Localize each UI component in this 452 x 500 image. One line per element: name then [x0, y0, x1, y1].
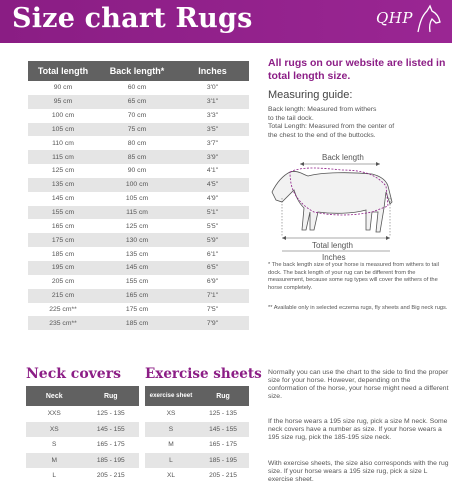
total-length-cell: 95 cm: [28, 95, 98, 109]
back-length-cell: 65 cm: [98, 95, 176, 109]
total-length-cell: 145 cm: [51, 195, 75, 203]
sheet-size-cell: XL: [166, 472, 176, 480]
back-length-cell: 145 cm: [98, 261, 176, 275]
availability-footnote: ** Available only in selected eczema rugs, fly sheets and Big neck rugs.: [268, 305, 448, 311]
table-row: [28, 316, 249, 330]
table-row: [145, 437, 249, 453]
sheet-size-cell: XS: [166, 410, 176, 418]
table-row: [26, 453, 139, 469]
inches-cell: 4'5": [176, 178, 249, 192]
table-row: [145, 453, 249, 469]
sizing-advice-paragraph: Normally you can use the chart to the side to find the proper size for your horse. However, depending on the conformation of the horse, your horse might need a different size.: [268, 369, 449, 401]
rug-size-cell: 125 - 135: [209, 410, 237, 418]
neck-size-cell: L: [52, 472, 57, 480]
table-row: [28, 303, 249, 317]
guide-line: to the tail dock.: [268, 114, 314, 122]
back-length-cell: 90 cm: [127, 167, 147, 175]
table-row: [28, 164, 249, 178]
rug-size-cell: 185 - 195: [197, 453, 249, 469]
table-row: [28, 109, 249, 123]
rug-size-cell: 165 - 175: [209, 441, 237, 449]
rug-size-cell: 205 - 215: [96, 472, 125, 480]
back-length-cell: 185 cm: [98, 316, 176, 330]
inches-cell: 4'9": [206, 195, 219, 203]
inches-cell: 3'3": [206, 112, 219, 120]
total-length-cell: 235 cm**: [28, 316, 98, 330]
total-length-cell: 105 cm: [28, 123, 98, 137]
table-row: [145, 422, 249, 438]
table-row: [28, 261, 249, 275]
inches-cell: 3'0": [206, 84, 219, 92]
total-length-cell: 125 cm: [51, 167, 75, 175]
back-length-cell: 130 cm: [98, 233, 176, 247]
total-length-cell: 165 cm: [51, 222, 75, 230]
inches-cell: 3'7": [206, 139, 219, 147]
measuring-guide-text: [268, 106, 448, 140]
back-length-footnote: * The back length size of your horse is measured from withers to tail dock. The back length of your rug can be different from the measurement, because some rug types will cover the withers of the horse completely.: [268, 262, 439, 291]
back-length-cell: 155 cm: [125, 278, 149, 286]
inches-cell: 7'5": [206, 305, 219, 313]
sheet-size-cell: M: [168, 441, 174, 449]
column-header: Rug: [197, 386, 249, 406]
rug-size-cell: 165 - 175: [96, 441, 125, 449]
header-banner: [0, 0, 452, 43]
inches-cell: 5'5": [206, 222, 219, 230]
table-row: [28, 123, 249, 137]
table-row: [26, 468, 139, 484]
neck-size-cell: XXS: [47, 410, 61, 418]
table-row: [28, 192, 249, 206]
total-length-cell: 115 cm: [28, 150, 98, 164]
neck-covers-table: [26, 386, 139, 484]
inches-cell: 7'9": [176, 316, 249, 330]
total-length-cell: 90 cm: [53, 84, 73, 92]
column-header: Back length*: [98, 61, 176, 81]
rug-size-cell: 185 - 195: [83, 453, 140, 469]
table-row: [28, 95, 249, 109]
table-row: [28, 206, 249, 220]
column-header: Neck: [26, 386, 83, 406]
total-length-cell: 185 cm: [51, 250, 75, 258]
table-header-row: [26, 386, 139, 406]
back-length-cell: 105 cm: [125, 195, 149, 203]
inches-label: Inches: [322, 253, 346, 262]
neck-covers-title: Neck covers: [26, 366, 121, 382]
headline-note: All rugs on our website are listed in total length size.: [268, 57, 446, 82]
table-row: [145, 468, 249, 484]
guide-line: Total Length: Measured from the center of: [268, 123, 395, 131]
total-length-cell: 175 cm: [28, 233, 98, 247]
exercise-sheets-table: [145, 386, 249, 484]
back-length-cell: 165 cm: [98, 289, 176, 303]
inches-cell: 4'1": [206, 167, 219, 175]
size-chart-table: [28, 61, 249, 330]
inches-cell: 7'1": [176, 289, 249, 303]
guide-line: the chest to the end of the buttocks.: [268, 131, 376, 139]
exercise-sheet-advice-paragraph: With exercise sheets, the size also corresponds with the rug size. If your horse wears a 195 size rug, pick a size L exercise sheet.: [268, 460, 449, 484]
back-length-cell: 70 cm: [127, 112, 147, 120]
table-row: [28, 81, 249, 95]
total-length-cell: 205 cm: [51, 278, 75, 286]
table-row: [28, 247, 249, 261]
inches-cell: 6'5": [176, 261, 249, 275]
inches-cell: 5'1": [176, 206, 249, 220]
table-row: [26, 406, 139, 422]
table-row: [28, 136, 249, 150]
table-row: [28, 233, 249, 247]
total-length-cell: 155 cm: [28, 206, 98, 220]
total-length-cell: 100 cm: [51, 112, 75, 120]
sheet-size-cell: L: [145, 453, 197, 469]
total-length-label: Total length: [312, 241, 353, 250]
back-length-label: Back length: [322, 153, 364, 162]
column-header: Inches: [176, 61, 249, 81]
inches-cell: 6'1": [206, 250, 219, 258]
column-header: Rug: [83, 386, 140, 406]
inches-cell: 3'1": [176, 95, 249, 109]
table-row: [145, 406, 249, 422]
guide-line: Back length: Measured from withers: [268, 106, 377, 113]
table-row: [28, 275, 249, 289]
table-row: [26, 437, 139, 453]
page-title: Size chart Rugs: [12, 3, 253, 34]
table-row: [28, 289, 249, 303]
total-length-cell: 135 cm: [28, 178, 98, 192]
back-length-cell: 100 cm: [98, 178, 176, 192]
back-length-cell: 80 cm: [127, 139, 147, 147]
neck-size-cell: S: [52, 441, 57, 449]
back-length-cell: 60 cm: [127, 84, 147, 92]
brand-logo: [376, 4, 446, 36]
table-header-row: [145, 386, 249, 406]
back-length-cell: 125 cm: [125, 222, 149, 230]
sheet-size-cell: S: [145, 422, 197, 438]
back-length-cell: 115 cm: [98, 206, 176, 220]
table-row: [28, 178, 249, 192]
column-header: Total length: [28, 61, 98, 81]
rug-size-cell: 125 - 135: [96, 410, 125, 418]
total-length-cell: 110 cm: [52, 139, 74, 147]
total-length-cell: 225 cm**: [49, 305, 77, 313]
exercise-sheets-title: Exercise sheets: [145, 366, 262, 382]
back-length-cell: 75 cm: [98, 123, 176, 137]
logo-text: QHP: [376, 9, 413, 27]
horse-silhouette: [272, 171, 392, 232]
inches-cell: 5'9": [176, 233, 249, 247]
total-length-cell: 215 cm: [28, 289, 98, 303]
back-length-cell: 85 cm: [98, 150, 176, 164]
horse-head-icon: [414, 4, 442, 34]
horse-measurement-diagram: [262, 146, 442, 264]
rug-size-cell: 205 - 215: [209, 472, 237, 480]
table-row: [26, 422, 139, 438]
table-row: [28, 219, 249, 233]
rug-size-cell: 145 - 155: [197, 422, 249, 438]
measuring-guide-title: Measuring guide:: [268, 89, 353, 101]
back-length-cell: 175 cm: [125, 305, 149, 313]
back-length-cell: 135 cm: [125, 250, 149, 258]
column-header: exercise sheet: [145, 386, 197, 406]
total-length-cell: 195 cm: [28, 261, 98, 275]
inches-cell: 3'5": [176, 123, 249, 137]
table-header-row: [28, 61, 249, 81]
neck-size-cell: XS: [26, 422, 83, 438]
inches-cell: 6'9": [206, 278, 219, 286]
inches-cell: 3'9": [176, 150, 249, 164]
rug-size-cell: 145 - 155: [83, 422, 140, 438]
table-row: [28, 150, 249, 164]
neck-size-cell: M: [26, 453, 83, 469]
neck-cover-advice-paragraph: If the horse wears a 195 size rug, pick a size M neck. Some neck covers have a number as size. If your horse wears a 195 size rug, pick the 185-195 size neck.: [268, 418, 448, 442]
